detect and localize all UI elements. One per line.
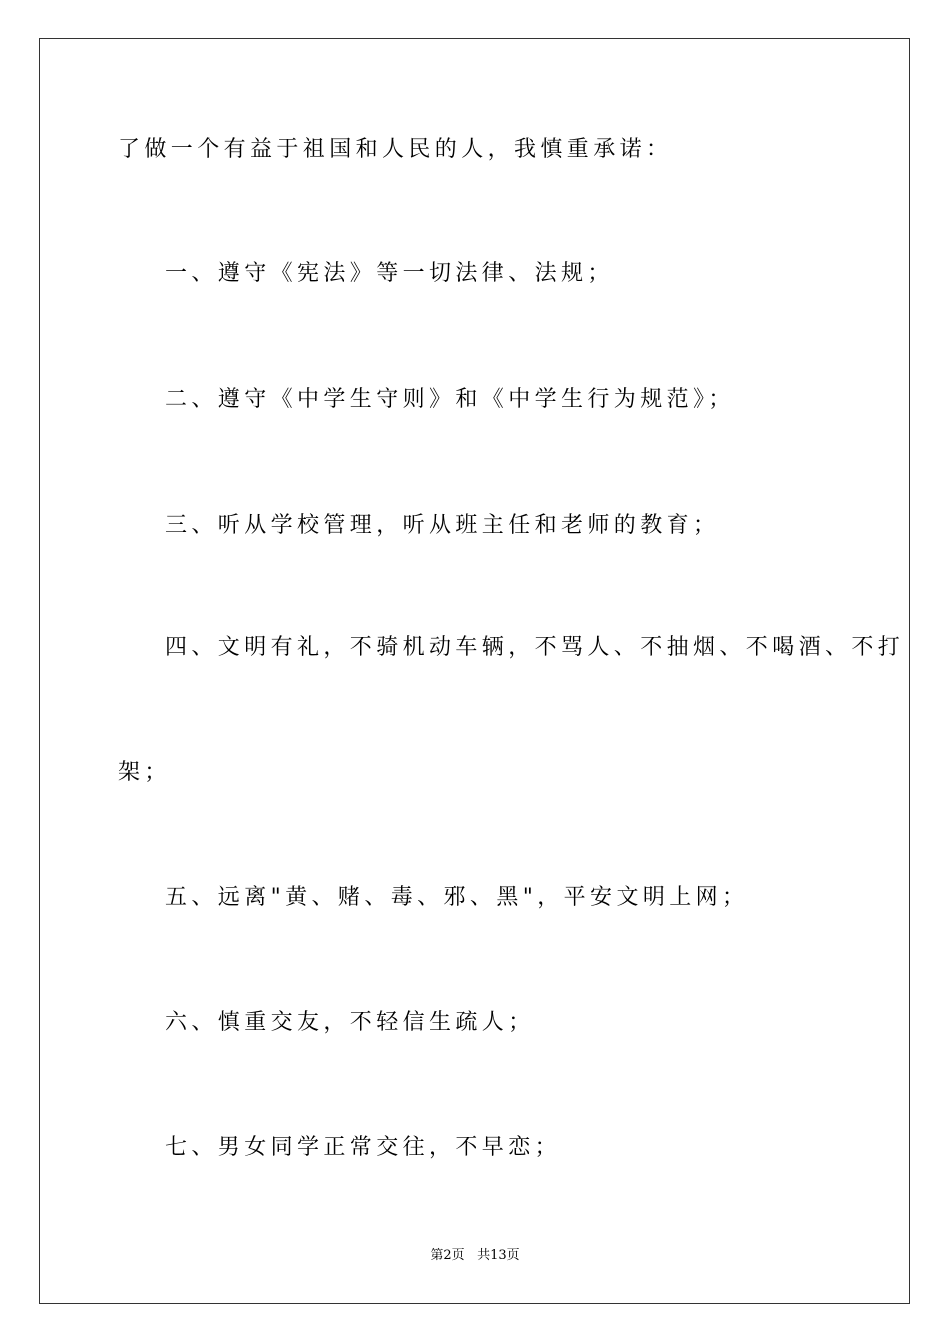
page-number: 第2页 [430,1248,465,1263]
page-footer [0,1249,950,1262]
page-total: 共13页 [477,1248,520,1263]
page-border [39,38,910,1304]
paragraph-line-intro: 了做一个有益于祖国和人民的人，我慎重承诺： [118,137,673,162]
pledge-item-6: 六、慎重交友，不轻信生疏人； [165,1010,535,1035]
pledge-item-7: 七、男女同学正常交往，不早恋； [165,1135,562,1160]
pledge-item-4-continued: 架； [118,760,171,785]
pledge-item-5: 五、远离"黄、赌、毒、邪、黑"，平安文明上网； [165,885,749,910]
pledge-item-3: 三、听从学校管理，听从班主任和老师的教育； [165,513,720,538]
pledge-item-2: 二、遵守《中学生守则》和《中学生行为规范》； [165,387,735,412]
pledge-item-4: 四、文明有礼，不骑机动车辆，不骂人、不抽烟、不喝酒、不打 [165,635,905,660]
pledge-item-1: 一、遵守《宪法》等一切法律、法规； [165,261,614,286]
